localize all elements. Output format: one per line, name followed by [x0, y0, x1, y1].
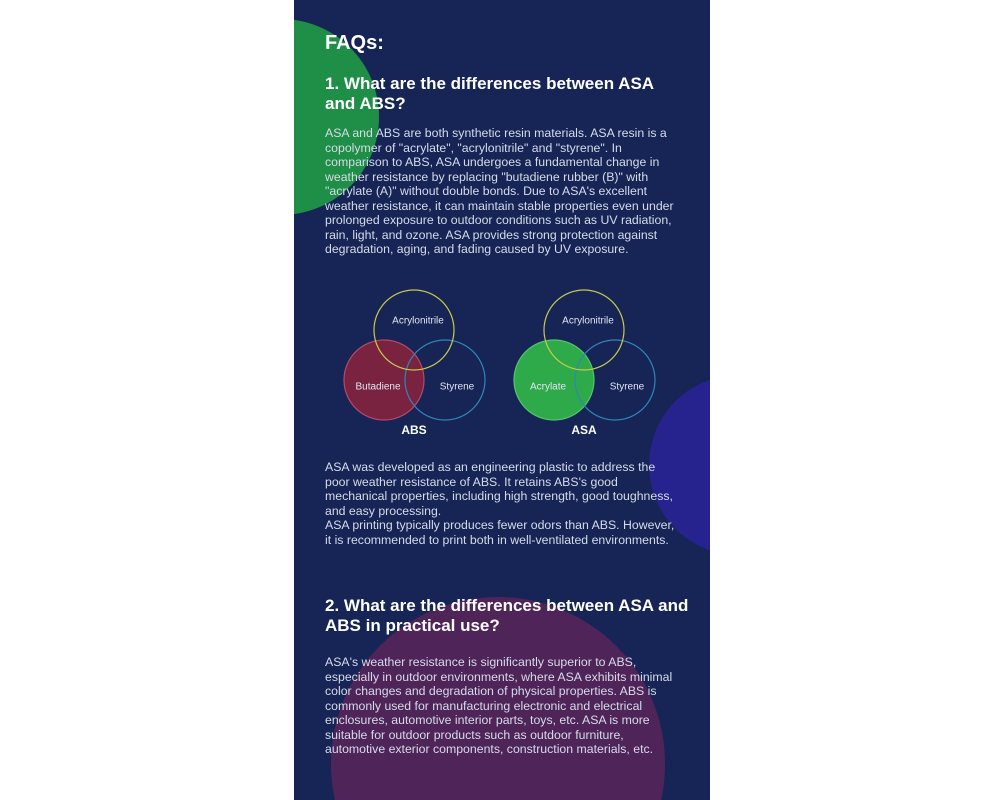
question-1-heading: 1. What are the differences between ASA and ABS?	[325, 74, 654, 113]
abs-styrene-label: Styrene	[439, 381, 475, 393]
question-1-paragraph-2b: ASA printing typically produces fewer odors than ABS. However, it is recommended to print both in well-ventilated environments.	[325, 518, 675, 547]
question-2-heading: 2. What are the differences between ASA and ABS in practical use?	[325, 596, 689, 635]
asa-acrylate-circle	[514, 340, 594, 420]
asa-acrylonitrile-label: Acrylonitrile	[562, 315, 614, 327]
asa-styrene-label: Styrene	[609, 381, 645, 393]
abs-butadiene-circle	[344, 340, 424, 420]
abs-venn	[344, 290, 485, 420]
venn-diagrams	[342, 288, 672, 443]
question-2-paragraph: ASA's weather resistance is significantly superior to ABS, especially in outdoor environments, where ASA exhibits minimal color changes and degradation of physical properties. ABS is commonly used for manufacturing electronic and electrical enclosures, automotive interior parts, toys, etc. ASA is more suitable for outdoor products such as outdoor furniture, automotive exterior components, construction materials, etc.	[325, 655, 673, 756]
asa-title: ASA	[571, 423, 597, 437]
abs-acrylonitrile-label: Acrylonitrile	[392, 315, 444, 327]
question-1-paragraph-2	[325, 460, 683, 547]
faq-content	[294, 0, 710, 800]
faq-title: FAQs:	[325, 32, 384, 54]
question-1-paragraph-1: ASA and ABS are both synthetic resin materials. ASA resin is a copolymer of "acrylate", "acrylonitrile" and "styrene". In comparison to ABS, ASA undergoes a fundamental change in weather resistance by replacing "butadiene rubber (B)" with "acrylate (A)" without double bonds. Due to ASA's excellent weather resistance, it can maintain stable properties even under prolonged exposure to outdoor conditions such as UV radiation, rain, light, and ozone. ASA provides strong protection against degradation, aging, and fading caused by UV exposure.	[325, 126, 674, 256]
venn-diagram-graphic	[342, 288, 672, 443]
asa-acrylate-label: Acrylate	[529, 381, 567, 393]
asa-venn	[514, 290, 655, 420]
faq-panel	[294, 0, 710, 800]
abs-butadiene-label: Butadiene	[355, 381, 401, 393]
abs-title: ABS	[401, 423, 427, 437]
question-1-paragraph-2a: ASA was developed as an engineering plastic to address the poor weather resistance of ABS. It retains ABS's good mechanical properties, including high strength, good toughness, and easy processing.	[325, 460, 673, 518]
